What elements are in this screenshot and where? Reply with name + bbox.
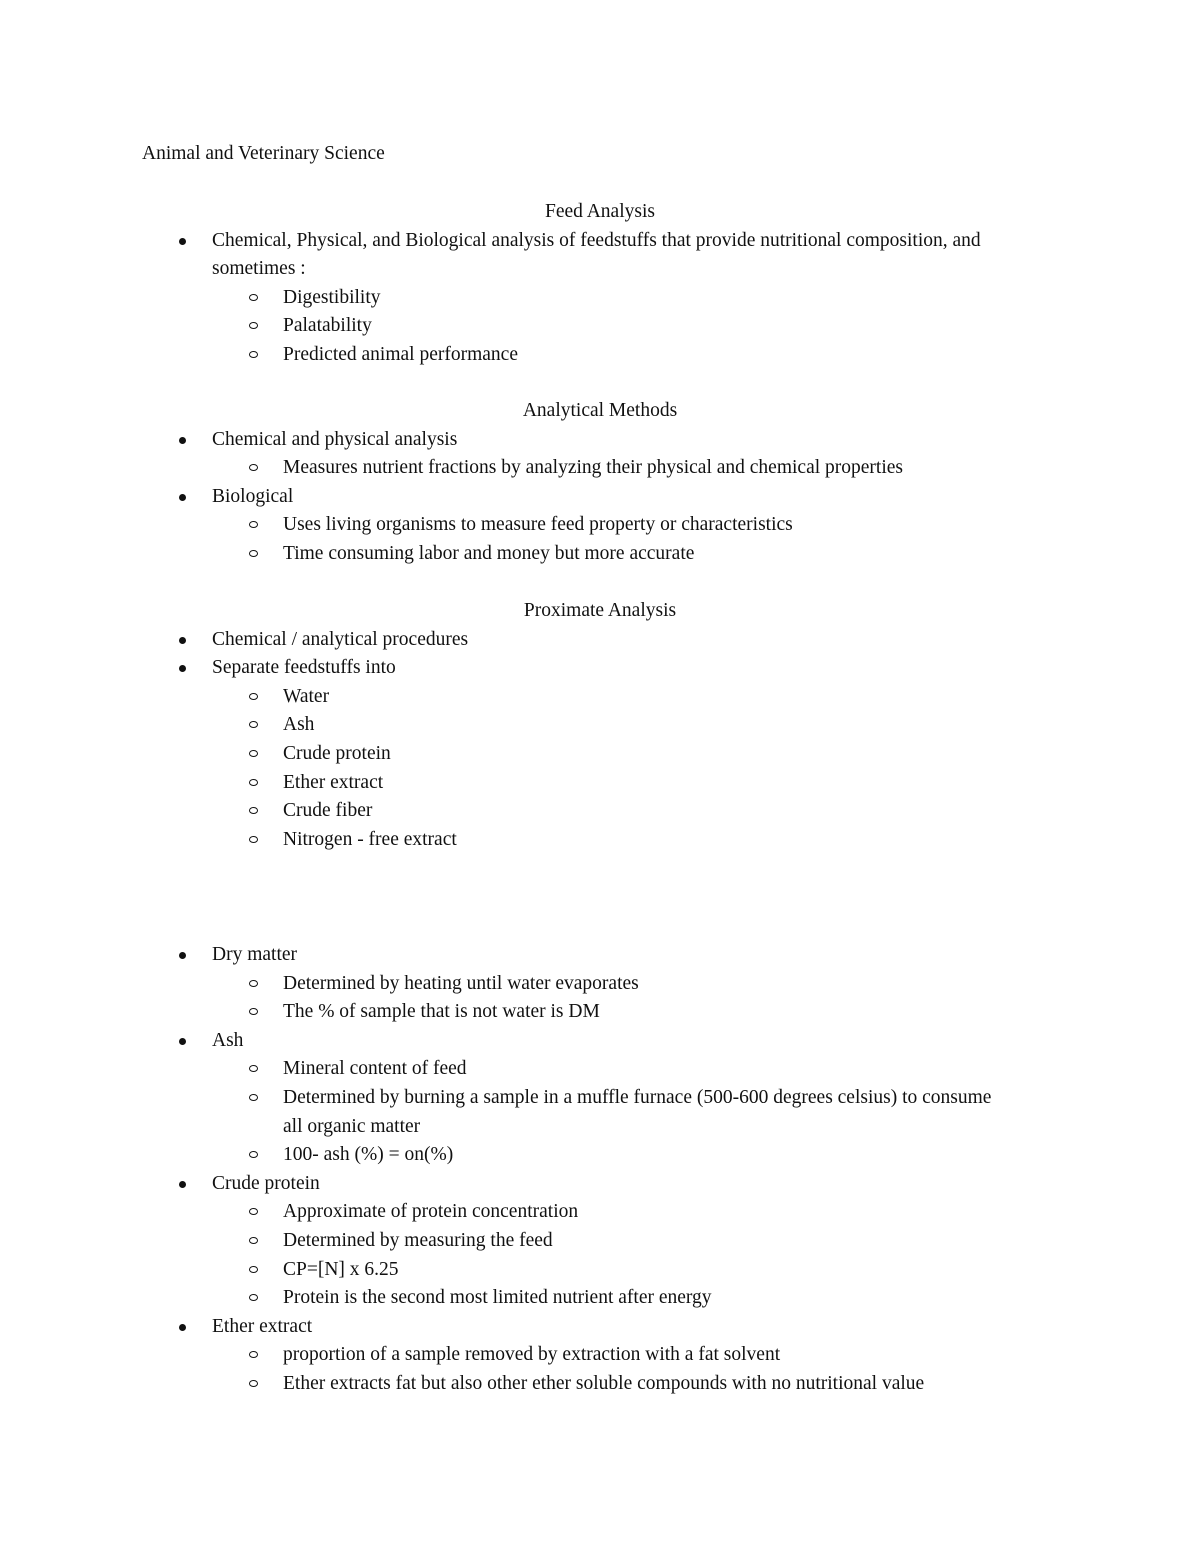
list-item bbox=[0, 1027, 1200, 1170]
section-analytical-methods bbox=[0, 397, 1200, 569]
sub-list-item-text: Nitrogen - free extract bbox=[283, 828, 457, 850]
sub-list-item bbox=[283, 1284, 1200, 1313]
list-item bbox=[0, 483, 1200, 569]
sub-list bbox=[283, 454, 1200, 483]
sub-list-item bbox=[283, 769, 1200, 798]
sub-list-item-text: Crude fiber bbox=[283, 800, 373, 822]
sub-list bbox=[283, 1341, 1200, 1398]
list-item bbox=[0, 941, 1200, 1027]
list-item bbox=[0, 626, 1200, 655]
sub-list-item bbox=[283, 1198, 1200, 1227]
sub-list-item-text: Palatability bbox=[283, 315, 372, 337]
bullet-list bbox=[0, 626, 1200, 855]
sub-list bbox=[283, 1198, 1200, 1312]
sub-list-item-text: The % of sample that is not water is DM bbox=[283, 1001, 600, 1023]
section-proximate-analysis bbox=[0, 597, 1200, 854]
list-item bbox=[0, 654, 1200, 854]
sub-list-item bbox=[283, 1084, 1200, 1141]
list-item-text: Dry matter bbox=[212, 944, 298, 965]
sub-list-item-text: Mineral content of feed bbox=[283, 1058, 467, 1080]
sub-list-item bbox=[283, 711, 1200, 740]
sub-list-item-text: Ash bbox=[283, 714, 315, 736]
list-item bbox=[0, 1313, 1200, 1399]
sub-list bbox=[283, 683, 1200, 855]
sub-list-item-text: Protein is the second most limited nutrient after energy bbox=[283, 1287, 712, 1309]
list-item-text: Crude protein bbox=[212, 1172, 320, 1194]
sub-list-item bbox=[283, 1141, 1200, 1170]
list-item-text: Separate feedstuffs into bbox=[212, 657, 396, 679]
sub-list-item-text: Uses living organisms to measure feed property or characteristics bbox=[283, 514, 793, 536]
document-title: Animal and Veterinary Science bbox=[142, 143, 385, 164]
bullet-list bbox=[0, 941, 1200, 1399]
sub-list-item-text: Water bbox=[283, 685, 330, 707]
sub-list-item bbox=[283, 1341, 1200, 1370]
bullet-list bbox=[0, 227, 1200, 370]
sub-list-item bbox=[283, 998, 1200, 1027]
sub-list-item-text: Determined by burning a sample in a muffle furnace (500-600 degrees celsius) to consume all organic matter bbox=[283, 1086, 992, 1137]
sub-list-item-text: proportion of a sample removed by extraction with a fat solvent bbox=[283, 1344, 781, 1366]
sub-list-item-text: Crude protein bbox=[283, 742, 391, 764]
list-item-text: Chemical, Physical, and Biological analysis of feedstuffs that provide nutritional composition, and sometimes : bbox=[212, 229, 981, 280]
section-heading: Proximate Analysis bbox=[523, 600, 677, 621]
section-heading: Feed Analysis bbox=[545, 201, 655, 222]
sub-list-item-text: Determined by measuring the feed bbox=[283, 1229, 553, 1251]
list-item-text: Biological bbox=[212, 485, 294, 507]
section-heading: Analytical Methods bbox=[522, 400, 678, 421]
section-feed-analysis bbox=[0, 198, 1200, 370]
sub-list-item bbox=[283, 312, 1200, 341]
sub-list-item-text: Predicted animal performance bbox=[283, 343, 518, 365]
sub-list-item bbox=[283, 797, 1200, 826]
list-item bbox=[0, 426, 1200, 483]
sub-list bbox=[283, 511, 1200, 568]
bullet-list bbox=[0, 426, 1200, 569]
sub-list bbox=[283, 970, 1200, 1027]
sub-list bbox=[283, 284, 1200, 370]
sub-list-item bbox=[283, 341, 1200, 370]
sub-list-item-text: 100- ash (%) = on(%) bbox=[283, 1144, 454, 1166]
sub-list-item-text: Ether extract bbox=[283, 771, 384, 793]
sub-list-item-text: Time consuming labor and money but more accurate bbox=[283, 542, 695, 564]
sub-list-item-text: Determined by heating until water evaporates bbox=[283, 972, 639, 994]
sub-list-item bbox=[283, 740, 1200, 769]
sub-list-item bbox=[283, 826, 1200, 855]
sub-list-item bbox=[283, 454, 1200, 483]
list-item-text: Chemical and physical analysis bbox=[212, 428, 458, 450]
sub-list-item-text: Ether extracts fat but also other ether soluble compounds with no nutritional value bbox=[283, 1372, 925, 1394]
sub-list-item bbox=[283, 970, 1200, 999]
sub-list-item bbox=[283, 540, 1200, 569]
sub-list-item bbox=[283, 1256, 1200, 1285]
list-item bbox=[0, 1170, 1200, 1313]
sub-list-item bbox=[283, 1370, 1200, 1399]
sub-list bbox=[283, 1055, 1200, 1169]
sub-list-item bbox=[283, 284, 1200, 313]
list-item-text: Ash bbox=[212, 1029, 244, 1051]
list-item-text: Ether extract bbox=[212, 1315, 313, 1337]
sub-list-item bbox=[283, 683, 1200, 712]
sub-list-item-text: Digestibility bbox=[283, 286, 381, 308]
sub-list-item-text: Approximate of protein concentration bbox=[283, 1201, 579, 1223]
section-components bbox=[0, 941, 1200, 1399]
sub-list-item-text: CP=[N] x 6.25 bbox=[283, 1258, 399, 1280]
sub-list-item bbox=[283, 1055, 1200, 1084]
sub-list-item-text: Measures nutrient fractions by analyzing their physical and chemical properties bbox=[283, 457, 903, 479]
list-item-text: Chemical / analytical procedures bbox=[212, 628, 469, 650]
sub-list-item bbox=[283, 511, 1200, 540]
list-item bbox=[0, 227, 1200, 370]
sub-list-item bbox=[283, 1227, 1200, 1256]
